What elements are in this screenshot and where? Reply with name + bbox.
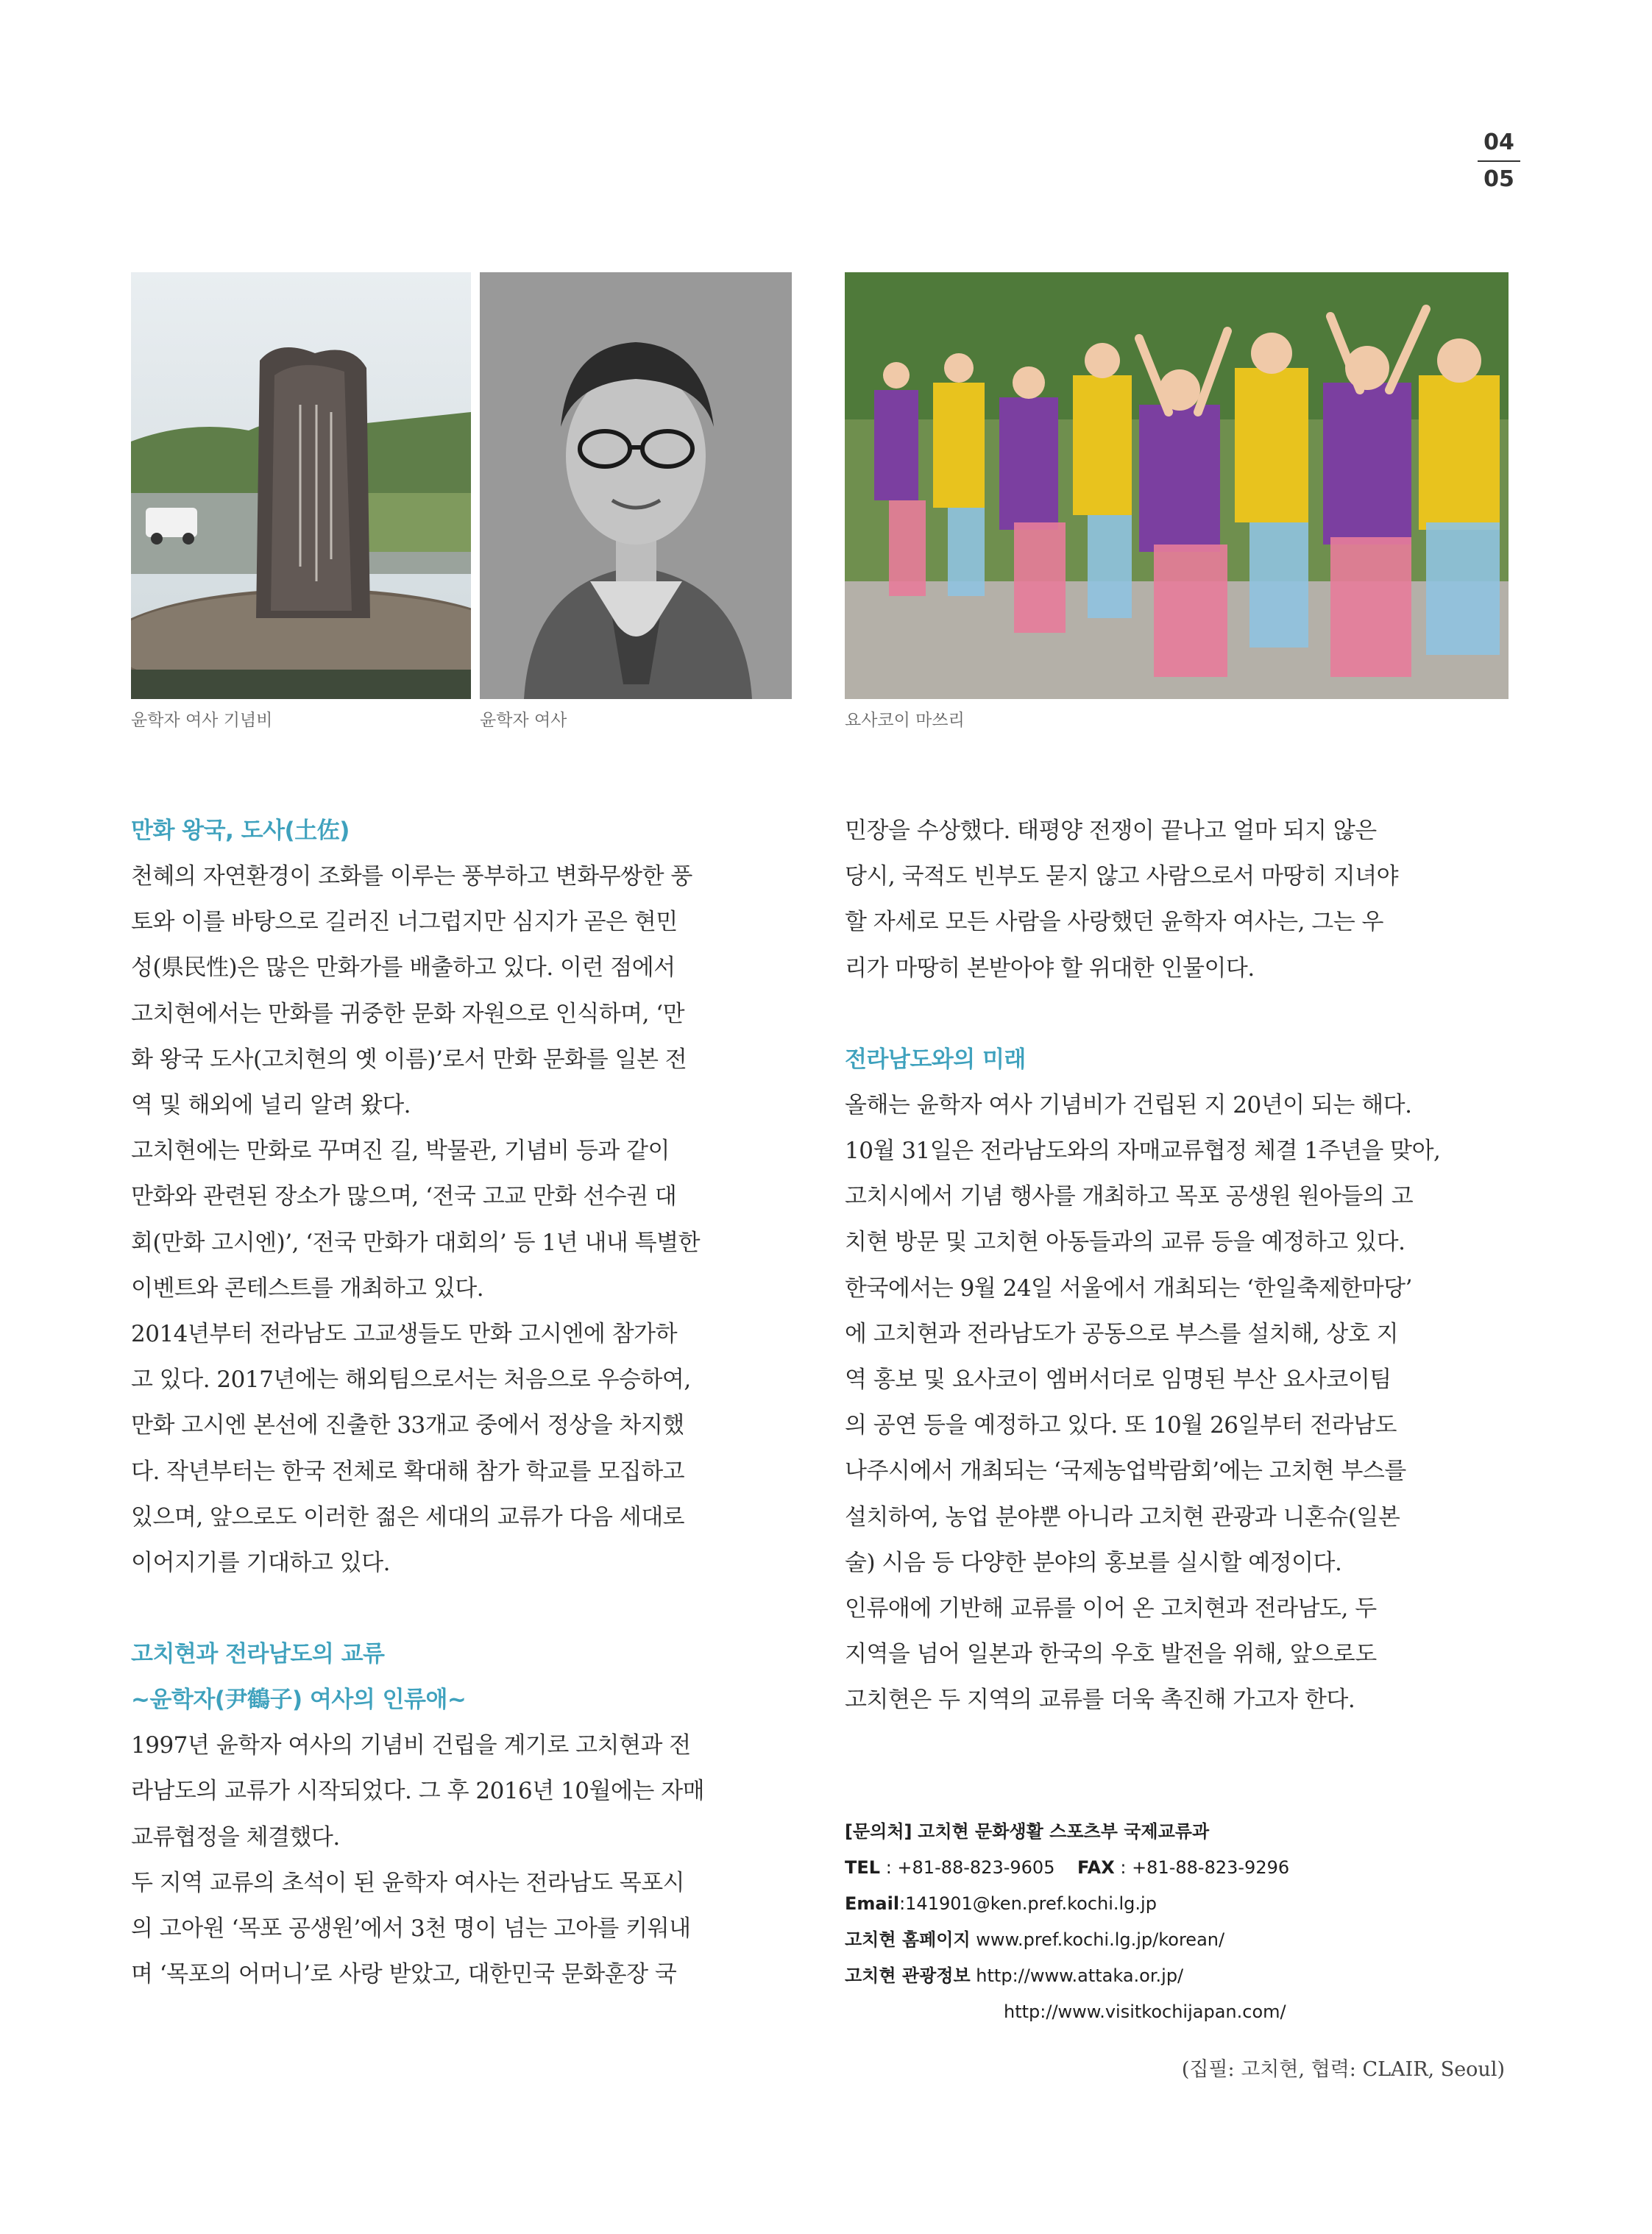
section-title-manga-kingdom: 만화 왕국, 도사(土佐) <box>131 818 350 844</box>
tel-label: TEL <box>845 1857 881 1878</box>
body-line: 할 자세로 모든 사람을 사랑했던 윤학자 여사는, 그는 우 <box>845 909 1383 936</box>
body-line: 당시, 국적도 빈부도 묻지 않고 사람으로서 마땅히 지녀야 <box>845 863 1399 890</box>
body-line: 있으며, 앞으로도 이러한 젊은 세대의 교류가 다음 세대로 <box>131 1503 685 1531</box>
homepage-link[interactable]: www.pref.kochi.lg.jp/korean/ <box>976 1929 1225 1950</box>
email-label: Email <box>845 1893 900 1914</box>
body-line: 고치시에서 기념 행사를 개최하고 목포 공생원 원아들의 고 <box>845 1183 1414 1210</box>
section-spacer <box>845 991 1523 1037</box>
credit-line: (집필: 고치현, 협력: CLAIR, Seoul) <box>1181 2058 1505 2081</box>
fax-value: : +81-88-823-9296 <box>1120 1857 1290 1878</box>
body-line: 에 고치현과 전라남도가 공동으로 부스를 설치해, 상호 지 <box>845 1320 1399 1347</box>
body-line: 두 지역 교류의 초석이 된 윤학자 여사는 전라남도 목포시 <box>131 1869 685 1896</box>
contact-inquiry-row <box>845 1814 1522 1850</box>
body-line: 치현 방문 및 고치현 아동들과의 교류 등을 예정하고 있다. <box>845 1229 1405 1256</box>
body-line: 며 ‘목포의 어머니’로 사랑 받았고, 대한민국 문화훈장 국 <box>131 1961 677 1988</box>
section-spacer <box>131 1586 819 1631</box>
tel-value: : +81-88-823-9605 <box>885 1857 1055 1878</box>
body-line: 역 및 해외에 널리 알려 왔다. <box>131 1092 411 1119</box>
contact-info <box>845 1814 1522 2030</box>
monument-caption: 윤학자 여사 기념비 <box>131 711 273 730</box>
body-line: 1997년 윤학자 여사의 기념비 건립을 계기로 고치현과 전 <box>131 1732 691 1759</box>
body-line: 천혜의 자연환경이 조화를 이루는 풍부하고 변화무쌍한 풍 <box>131 863 692 890</box>
page-number-right: 05 <box>1483 166 1514 192</box>
page-number-left: 04 <box>1483 130 1514 155</box>
left-column <box>131 808 819 1997</box>
contact-email-row <box>845 1886 1522 1922</box>
body-line: 고치현은 두 지역의 교류를 더욱 촉진해 가고자 한다. <box>845 1687 1355 1714</box>
body-line: 라남도의 교류가 시작되었다. 그 후 2016년 10월에는 자매 <box>131 1778 705 1805</box>
body-line: 술) 시음 등 다양한 분야의 홍보를 실시할 예정이다. <box>845 1549 1342 1576</box>
body-line: 만화와 관련된 장소가 많으며, ‘전국 고교 만화 선수권 대 <box>131 1183 677 1210</box>
body-line: 만화 고시엔 본선에 진출한 33개교 중에서 정상을 차지했 <box>131 1412 684 1439</box>
page-number-divider <box>1478 160 1520 162</box>
body-line: 10월 31일은 전라남도와의 자매교류협정 체결 1주년을 맞아, <box>845 1138 1441 1165</box>
inquiry-value: 고치현 문화생활 스포츠부 국제교류과 <box>918 1821 1210 1842</box>
contact-homepage-row <box>845 1922 1522 1958</box>
body-line: 인류애에 기반해 교류를 이어 온 고치현과 전라남도, 두 <box>845 1595 1377 1623</box>
body-line: 회(만화 고시엔)’, ‘전국 만화가 대회의’ 등 1년 내내 특별한 <box>131 1229 701 1256</box>
body-line: 토와 이를 바탕으로 길러진 너그럽지만 심지가 곧은 현민 <box>131 909 678 936</box>
body-line: 지역을 넘어 일본과 한국의 우호 발전을 위해, 앞으로도 <box>845 1641 1377 1668</box>
body-line: 한국에서는 9월 24일 서울에서 개최되는 ‘한일축제한마당’ <box>845 1274 1412 1302</box>
contact-tourism-row-2 <box>845 1994 1522 2030</box>
body-line: 의 공연 등을 예정하고 있다. 또 10월 26일부터 전라남도 <box>845 1412 1397 1439</box>
body-line: 이어지기를 기대하고 있다. <box>131 1550 390 1577</box>
body-line: 민장을 수상했다. 태평양 전쟁이 끝나고 얼마 되지 않은 <box>845 818 1377 844</box>
body-line: 화 왕국 도사(고치현의 옛 이름)’로서 만화 문화를 일본 전 <box>131 1046 687 1073</box>
body-line: 리가 마땅히 본받아야 할 위대한 인물이다. <box>845 954 1255 982</box>
portrait-photo <box>480 272 792 699</box>
page-number <box>1475 127 1523 196</box>
tourism-link-2[interactable]: http://www.visitkochijapan.com/ <box>1004 2001 1286 2022</box>
body-line: 나주시에서 개최되는 ‘국제농업박람회’에는 고치현 부스를 <box>845 1458 1406 1485</box>
body-line: 의 고아원 ‘목포 공생원’에서 3천 명이 넘는 고아를 키워내 <box>131 1915 691 1943</box>
homepage-label: 고치현 홈페이지 <box>845 1929 971 1950</box>
festival-caption: 요사코이 마쓰리 <box>845 711 965 730</box>
tourism-label: 고치현 관광정보 <box>845 1965 971 1986</box>
body-line: 교류협정을 체결했다. <box>131 1823 340 1851</box>
body-line: 고치현에서는 만화를 귀중한 문화 자원으로 인식하며, ‘만 <box>131 1000 685 1027</box>
contact-phone-row <box>845 1850 1522 1886</box>
section-subtitle-exchange: ~윤학자(尹鶴子) 여사의 인류애~ <box>131 1687 467 1714</box>
monument-photo <box>131 272 471 699</box>
fax-label: FAX <box>1077 1857 1115 1878</box>
right-column <box>845 808 1523 1723</box>
inquiry-label: [문의처] <box>845 1821 912 1842</box>
body-line: 이벤트와 콘테스트를 개최하고 있다. <box>131 1274 484 1302</box>
section-title-future: 전라남도와의 미래 <box>845 1046 1026 1073</box>
tourism-link[interactable]: http://www.attaka.or.jp/ <box>976 1965 1184 1986</box>
portrait-caption: 윤학자 여사 <box>480 711 567 730</box>
section-title-exchange: 고치현과 전라남도의 교류 <box>131 1641 385 1668</box>
body-line: 올해는 윤학자 여사 기념비가 건립된 지 20년이 되는 해다. <box>845 1091 1412 1118</box>
email-value[interactable]: :141901@ken.pref.kochi.lg.jp <box>899 1893 1157 1914</box>
body-line: 다. 작년부터는 한국 전체로 확대해 참가 학교를 모집하고 <box>131 1458 685 1485</box>
contact-tourism-row <box>845 1958 1522 1994</box>
body-line: 고치현에는 만화로 꾸며진 길, 박물관, 기념비 등과 같이 <box>131 1138 670 1165</box>
festival-photo <box>845 272 1509 699</box>
body-line: 성(県民性)은 많은 만화가를 배출하고 있다. 이런 점에서 <box>131 954 676 982</box>
body-line: 고 있다. 2017년에는 해외팀으로서는 처음으로 우승하여, <box>131 1366 691 1394</box>
body-line: 2014년부터 전라남도 고교생들도 만화 고시엔에 참가하 <box>131 1321 678 1348</box>
body-line: 역 홍보 및 요사코이 엠버서더로 임명된 부산 요사코이팀 <box>845 1366 1392 1394</box>
body-line: 설치하여, 농업 분야뿐 아니라 고치현 관광과 니혼슈(일본 <box>845 1503 1400 1531</box>
